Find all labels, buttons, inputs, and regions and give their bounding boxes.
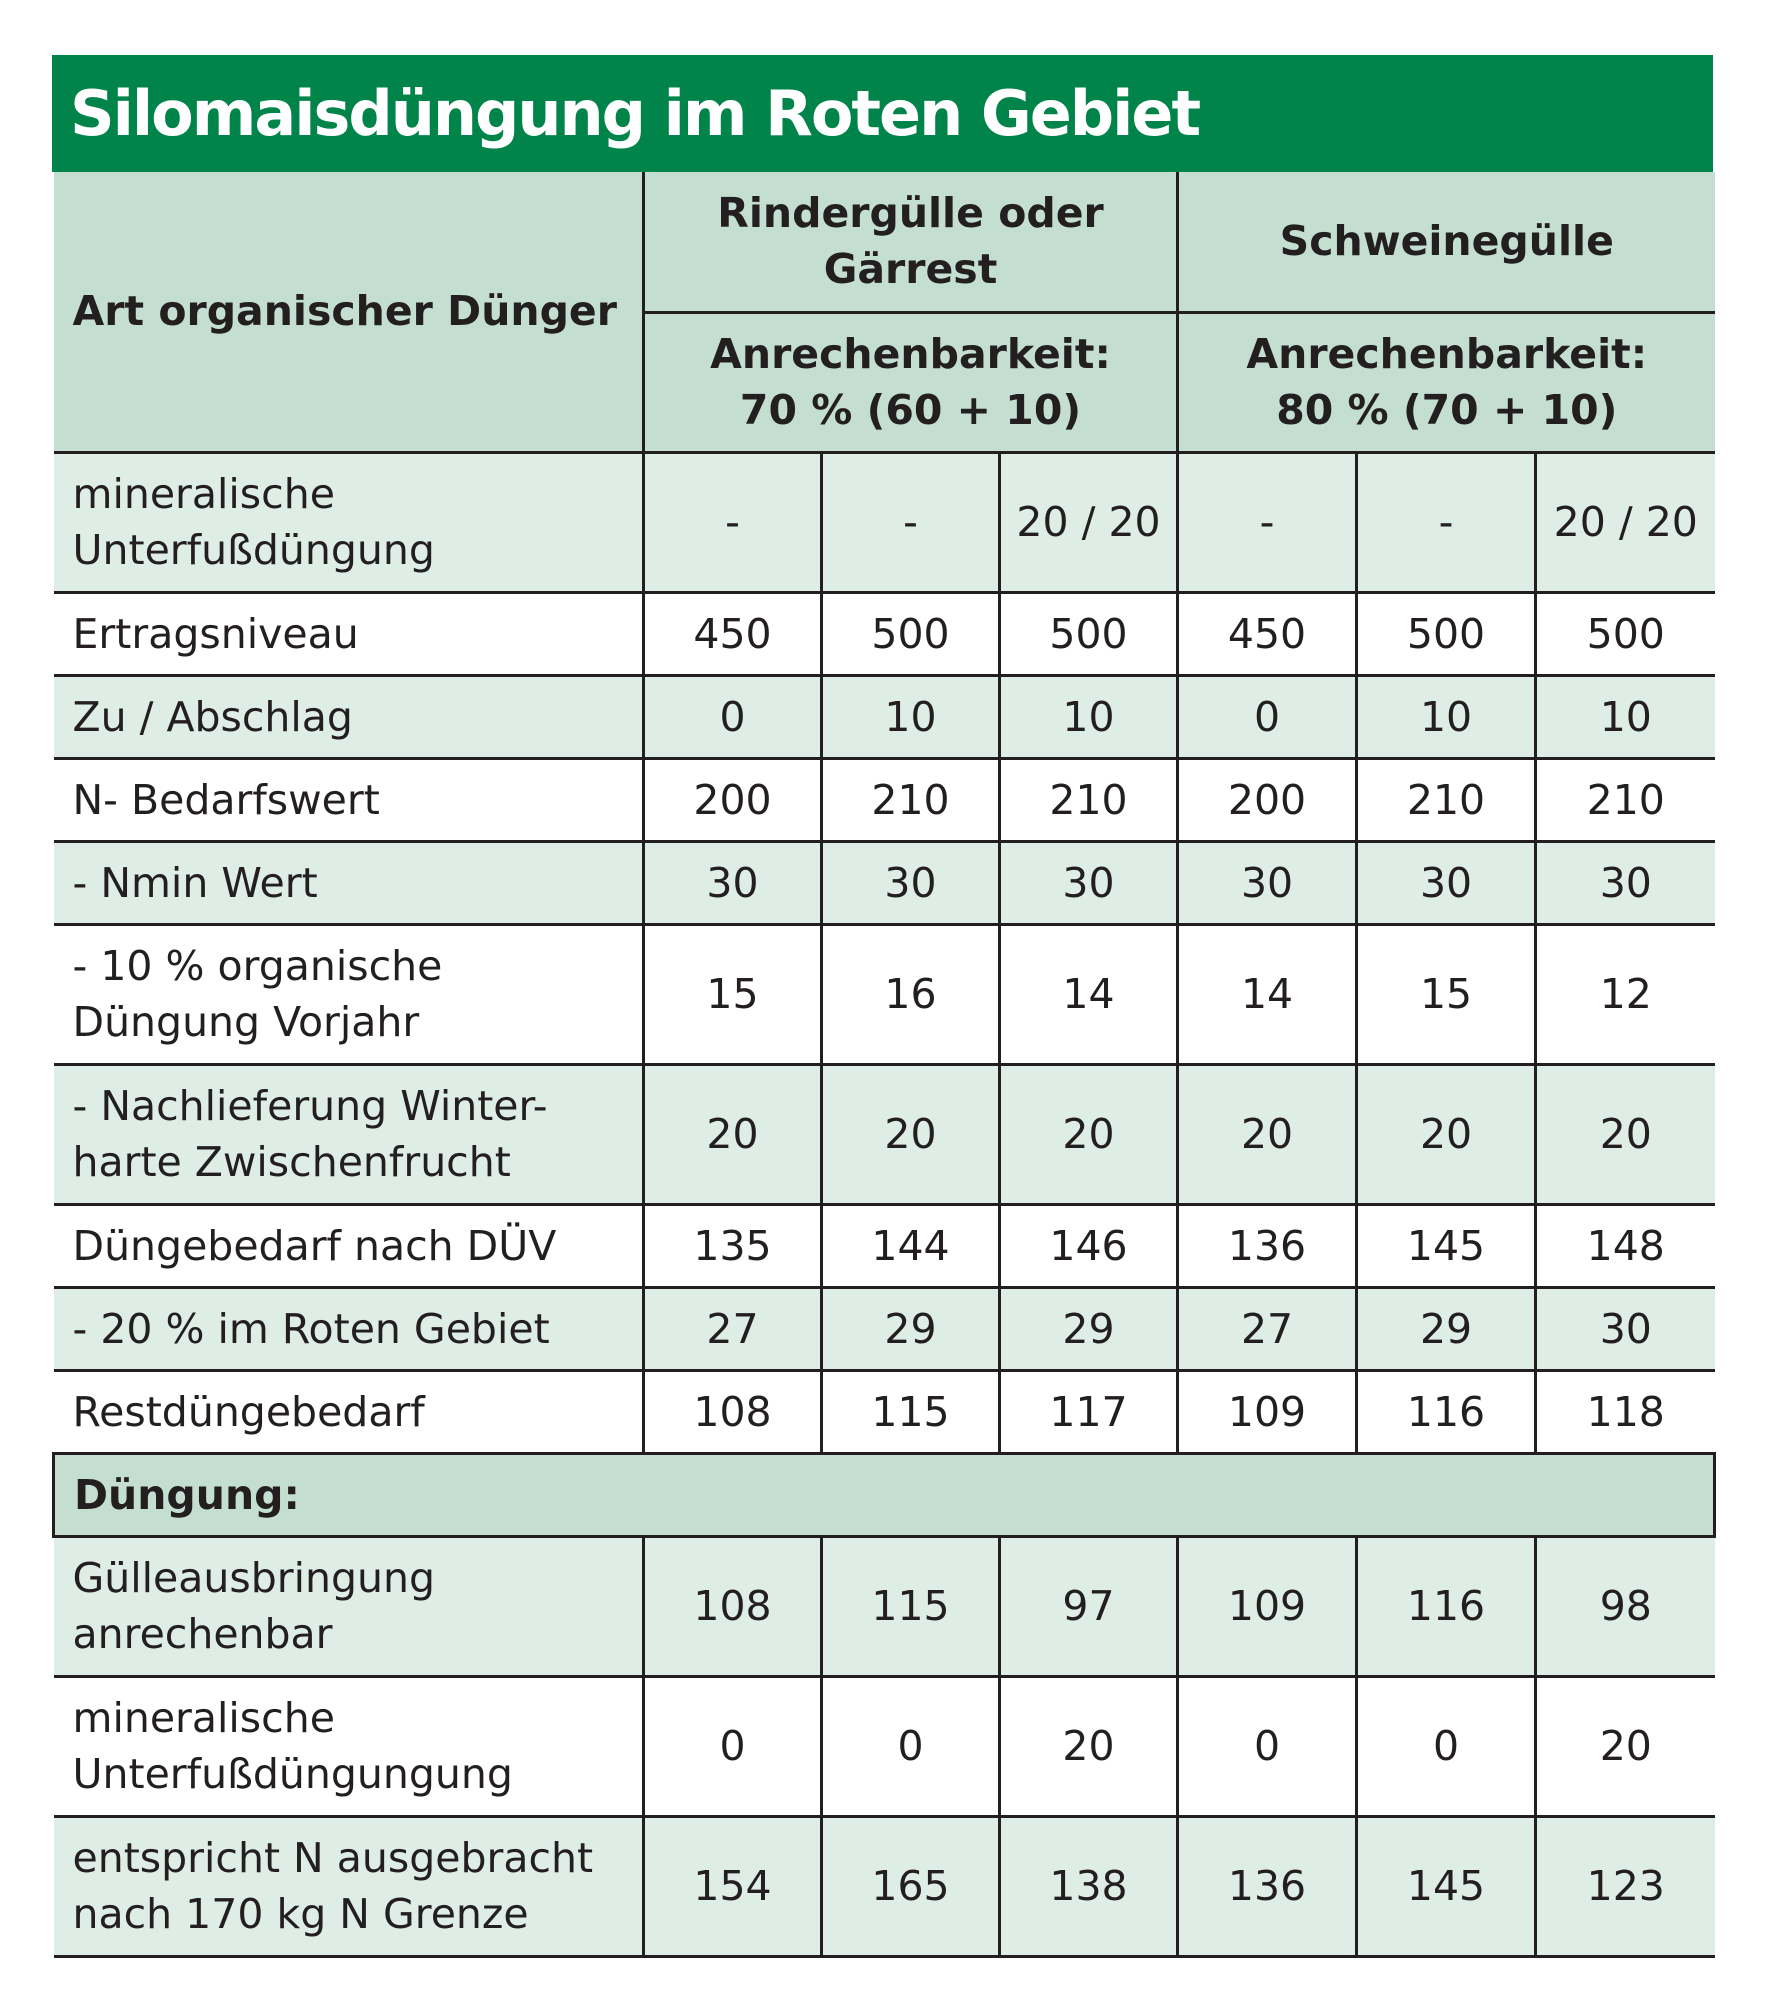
table-cell: 135 [644, 1204, 822, 1287]
table-cell: 27 [1178, 1287, 1357, 1370]
table-cell: 148 [1536, 1204, 1715, 1287]
table-cell: 30 [1357, 841, 1536, 924]
row-label: - 20 % im Roten Gebiet [54, 1287, 644, 1370]
table-cell: 118 [1536, 1370, 1715, 1453]
table-cell: 0 [1357, 1676, 1536, 1816]
table-cell: 0 [644, 1676, 822, 1816]
header-row-groups [54, 172, 1715, 312]
table-cell: 15 [644, 924, 822, 1064]
table-cell: 30 [1536, 841, 1715, 924]
table-cell: 210 [1357, 758, 1536, 841]
table-cell: 116 [1357, 1536, 1536, 1676]
table-row [54, 675, 1715, 758]
table-cell: 20 / 20 [1000, 452, 1178, 592]
table-cell: 500 [1357, 592, 1536, 675]
table-cell: 144 [822, 1204, 1000, 1287]
table-cell: 136 [1178, 1816, 1357, 1956]
table-cell: 210 [1536, 758, 1715, 841]
row-label: - Nmin Wert [54, 841, 644, 924]
fertilization-table [52, 172, 1716, 1958]
fertilization-table-figure [52, 55, 1713, 1958]
table-cell: 109 [1178, 1370, 1357, 1453]
table-cell: 136 [1178, 1204, 1357, 1287]
table-cell: 14 [1178, 924, 1357, 1064]
table-cell: 210 [1000, 758, 1178, 841]
table-cell: 10 [1536, 675, 1715, 758]
table-cell: 20 [1178, 1064, 1357, 1204]
table-cell: 30 [1536, 1287, 1715, 1370]
table-cell: 20 [644, 1064, 822, 1204]
table-cell: 20 [822, 1064, 1000, 1204]
table-cell: 12 [1536, 924, 1715, 1064]
table-cell: - [644, 452, 822, 592]
table-cell: 30 [1178, 841, 1357, 924]
table-cell: 108 [644, 1370, 822, 1453]
table-cell: 10 [1000, 675, 1178, 758]
table-cell: 500 [1536, 592, 1715, 675]
table-cell: 145 [1357, 1816, 1536, 1956]
table-cell: 20 / 20 [1536, 452, 1715, 592]
table-cell: 450 [1178, 592, 1357, 675]
table-cell: - [1178, 452, 1357, 592]
table-row [54, 1204, 1715, 1287]
table-cell: 117 [1000, 1370, 1178, 1453]
table-cell: 450 [644, 592, 822, 675]
header-credit-cattle: Anrechenbarkeit: 70 % (60 + 10) [644, 312, 1178, 452]
table-cell: 146 [1000, 1204, 1178, 1287]
table-cell: 200 [644, 758, 822, 841]
table-cell: 500 [822, 592, 1000, 675]
table-cell: - [822, 452, 1000, 592]
table-cell: - [1357, 452, 1536, 592]
table-cell: 20 [1000, 1676, 1178, 1816]
row-label: entspricht N ausgebracht nach 170 kg N Grenze [54, 1816, 644, 1956]
header-group-pig: Schweinegülle [1178, 172, 1715, 312]
table-row [54, 1370, 1715, 1453]
row-label: - 10 % organische Düngung Vorjahr [54, 924, 644, 1064]
table-row [54, 1676, 1715, 1816]
row-label: Ertragsniveau [54, 592, 644, 675]
table-cell: 27 [644, 1287, 822, 1370]
table-row [54, 1536, 1715, 1676]
section-row [54, 1453, 1715, 1536]
header-group-cattle [644, 172, 1178, 312]
row-label: N- Bedarfswert [54, 758, 644, 841]
table-cell: 500 [1000, 592, 1178, 675]
table-cell: 0 [822, 1676, 1000, 1816]
table-cell: 115 [822, 1370, 1000, 1453]
table-cell: 200 [1178, 758, 1357, 841]
table-cell: 20 [1536, 1064, 1715, 1204]
table-cell: 115 [822, 1536, 1000, 1676]
table-cell: 29 [822, 1287, 1000, 1370]
table-cell: 0 [1178, 675, 1357, 758]
table-title: Silomaisdüngung im Roten Gebiet [52, 55, 1713, 172]
table-row [54, 592, 1715, 675]
table-row [54, 924, 1715, 1064]
table-cell: 0 [644, 675, 822, 758]
header-row-label: Art organischer Dünger [54, 172, 644, 452]
table-cell: 145 [1357, 1204, 1536, 1287]
row-label: Düngebedarf nach DÜV [54, 1204, 644, 1287]
table-cell: 30 [1000, 841, 1178, 924]
table-cell: 15 [1357, 924, 1536, 1064]
table-cell: 29 [1357, 1287, 1536, 1370]
table-cell: 154 [644, 1816, 822, 1956]
table-row [54, 1064, 1715, 1204]
row-label: Restdüngebedarf [54, 1370, 644, 1453]
table-cell: 29 [1000, 1287, 1178, 1370]
row-label: Gülleausbringung anrechenbar [54, 1536, 644, 1676]
table-row [54, 841, 1715, 924]
header-credit-pig: Anrechenbarkeit: 80 % (70 + 10) [1178, 312, 1715, 452]
table-cell: 30 [822, 841, 1000, 924]
table-cell: 165 [822, 1816, 1000, 1956]
table-cell: 30 [644, 841, 822, 924]
section-label: Düngung: [54, 1453, 1715, 1536]
table-cell: 0 [1178, 1676, 1357, 1816]
table-cell: 20 [1000, 1064, 1178, 1204]
table-row [54, 452, 1715, 592]
table-cell: 97 [1000, 1536, 1178, 1676]
table-cell: 98 [1536, 1536, 1715, 1676]
row-label: - Nachlieferung Winter- harte Zwischenfrucht [54, 1064, 644, 1204]
table-cell: 116 [1357, 1370, 1536, 1453]
table-cell: 20 [1536, 1676, 1715, 1816]
table-row [54, 758, 1715, 841]
table-cell: 14 [1000, 924, 1178, 1064]
table-cell: 10 [1357, 675, 1536, 758]
table-cell: 109 [1178, 1536, 1357, 1676]
table-cell: 123 [1536, 1816, 1715, 1956]
row-label: mineralische Unterfußdüngung [54, 452, 644, 592]
row-label: Zu / Abschlag [54, 675, 644, 758]
row-label: mineralische Unterfußdüngungung [54, 1676, 644, 1816]
table-row [54, 1287, 1715, 1370]
table-cell: 210 [822, 758, 1000, 841]
header-group-cattle-text: Rindergülle oder Gärrest [717, 189, 1104, 294]
table-cell: 10 [822, 675, 1000, 758]
table-cell: 108 [644, 1536, 822, 1676]
table-cell: 138 [1000, 1816, 1178, 1956]
table-cell: 16 [822, 924, 1000, 1064]
table-row [54, 1816, 1715, 1956]
table-cell: 20 [1357, 1064, 1536, 1204]
